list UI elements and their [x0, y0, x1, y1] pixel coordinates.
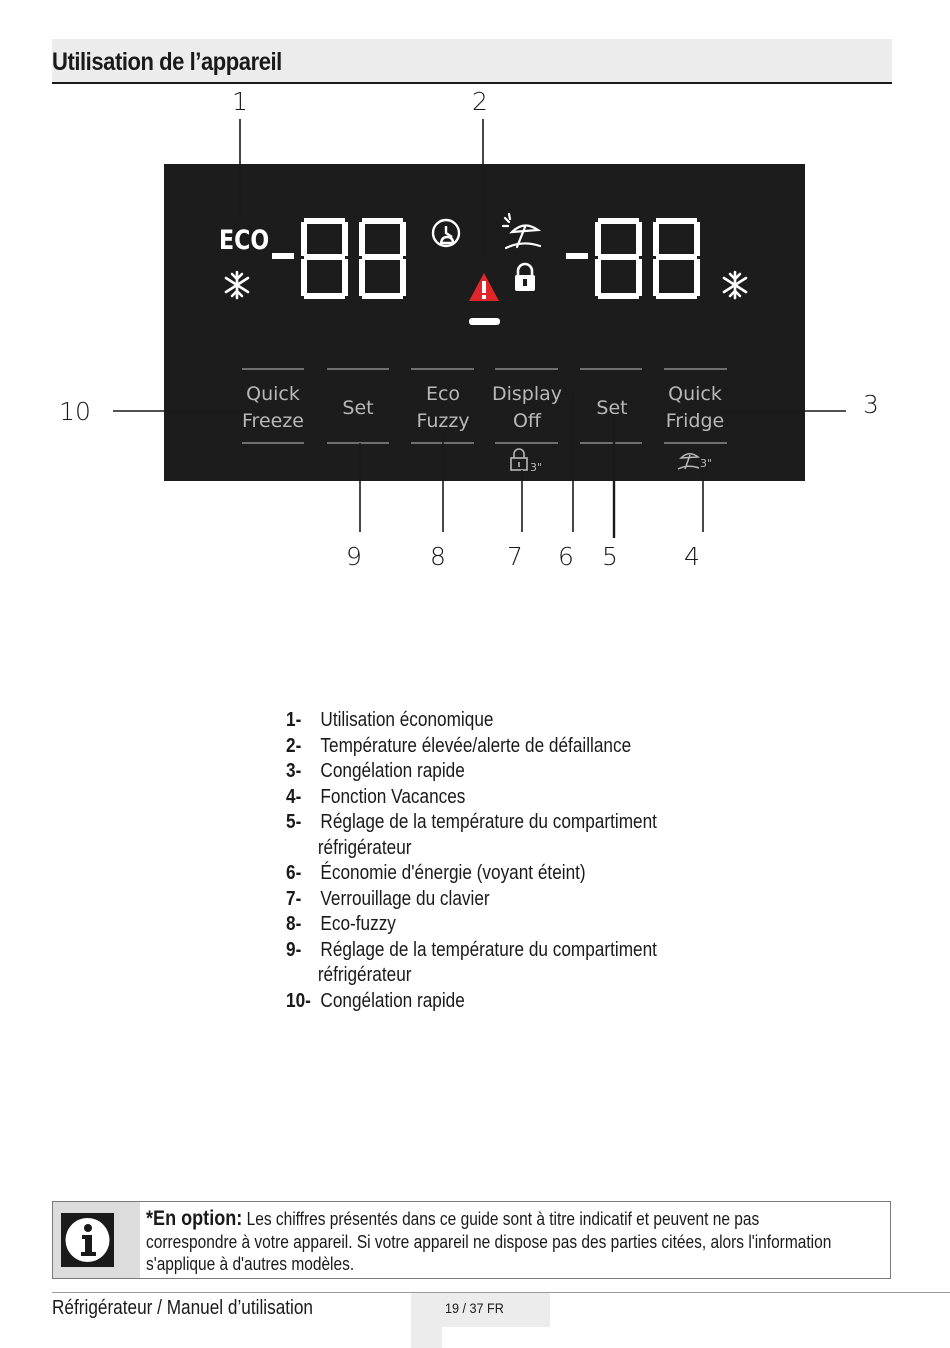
svg-text:Freeze: Freeze — [242, 410, 304, 432]
control-panel-diagram — [0, 0, 950, 620]
svg-text:Fridge: Fridge — [665, 410, 725, 432]
list-item: 3- Congélation rapide — [286, 760, 465, 782]
list-item: 4- Fonction Vacances — [286, 785, 466, 808]
callout-3: 3 — [863, 390, 879, 419]
vacation-hold-time: 3" — [700, 457, 713, 470]
list-item: 8- Eco-fuzzy — [286, 913, 396, 935]
callout-2: 2 — [472, 87, 488, 116]
footer-page-tab — [411, 1327, 442, 1348]
svg-text:Off: Off — [512, 410, 542, 432]
svg-text:Quick: Quick — [246, 383, 300, 405]
info-note — [52, 1201, 891, 1279]
callout-5: 5 — [602, 542, 618, 571]
svg-text:Eco: Eco — [425, 383, 461, 405]
note-text: *En option: Les chiffres présentés dans ce guide sont à titre indicatif et peuvent ne pas correspondre à votre appareil. Si votre appareil ne dispose pas des parties citées, alors l'information s'applique à d'autres modèles. — [146, 1207, 832, 1274]
info-icon — [61, 1213, 114, 1267]
list-item-continuation: réfrigérateur — [317, 836, 412, 859]
alert-bar — [469, 318, 500, 325]
info-icon-cell — [53, 1202, 140, 1278]
callout-1: 1 — [232, 87, 248, 116]
list-item: 1- Utilisation économique — [286, 709, 494, 731]
list-item-continuation: réfrigérateur — [317, 964, 412, 986]
freezer-set-button[interactable] — [342, 397, 373, 419]
list-item: 6- Économie d'énergie (voyant éteint) — [286, 862, 586, 884]
list-item: 5- Réglage de la température du compartiment — [286, 811, 657, 833]
footer-document-title: Réfrigérateur / Manuel d’utilisation — [52, 1297, 314, 1319]
callout-9: 9 — [346, 542, 362, 571]
svg-text:Quick: Quick — [668, 383, 722, 405]
fridge-set-button[interactable] — [596, 397, 627, 419]
page-title: Utilisation de l’appareil — [52, 48, 282, 76]
svg-text:Set: Set — [596, 397, 628, 419]
legend-list — [286, 708, 806, 1014]
svg-text:Fuzzy: Fuzzy — [416, 410, 470, 432]
eco-indicator: ECO — [219, 223, 270, 256]
callout-8: 8 — [430, 542, 446, 571]
list-item: 10- Congélation rapide — [286, 989, 465, 1012]
callout-7: 7 — [507, 542, 523, 571]
list-item: 9- Réglage de la température du compartiment — [286, 938, 657, 961]
list-item: 2- Température élevée/alerte de défaillance — [286, 734, 632, 757]
callout-4: 4 — [684, 542, 700, 571]
page-number: 19 / 37 FR — [445, 1300, 504, 1316]
svg-text:Display: Display — [491, 383, 563, 405]
keylock-hold-time: 3" — [530, 461, 543, 474]
list-item: 7- Verrouillage du clavier — [286, 887, 490, 910]
callout-10: 10 — [59, 397, 91, 426]
footer-page-box — [411, 1293, 550, 1327]
callout-6: 6 — [558, 542, 574, 571]
svg-text:Set: Set — [342, 397, 374, 419]
